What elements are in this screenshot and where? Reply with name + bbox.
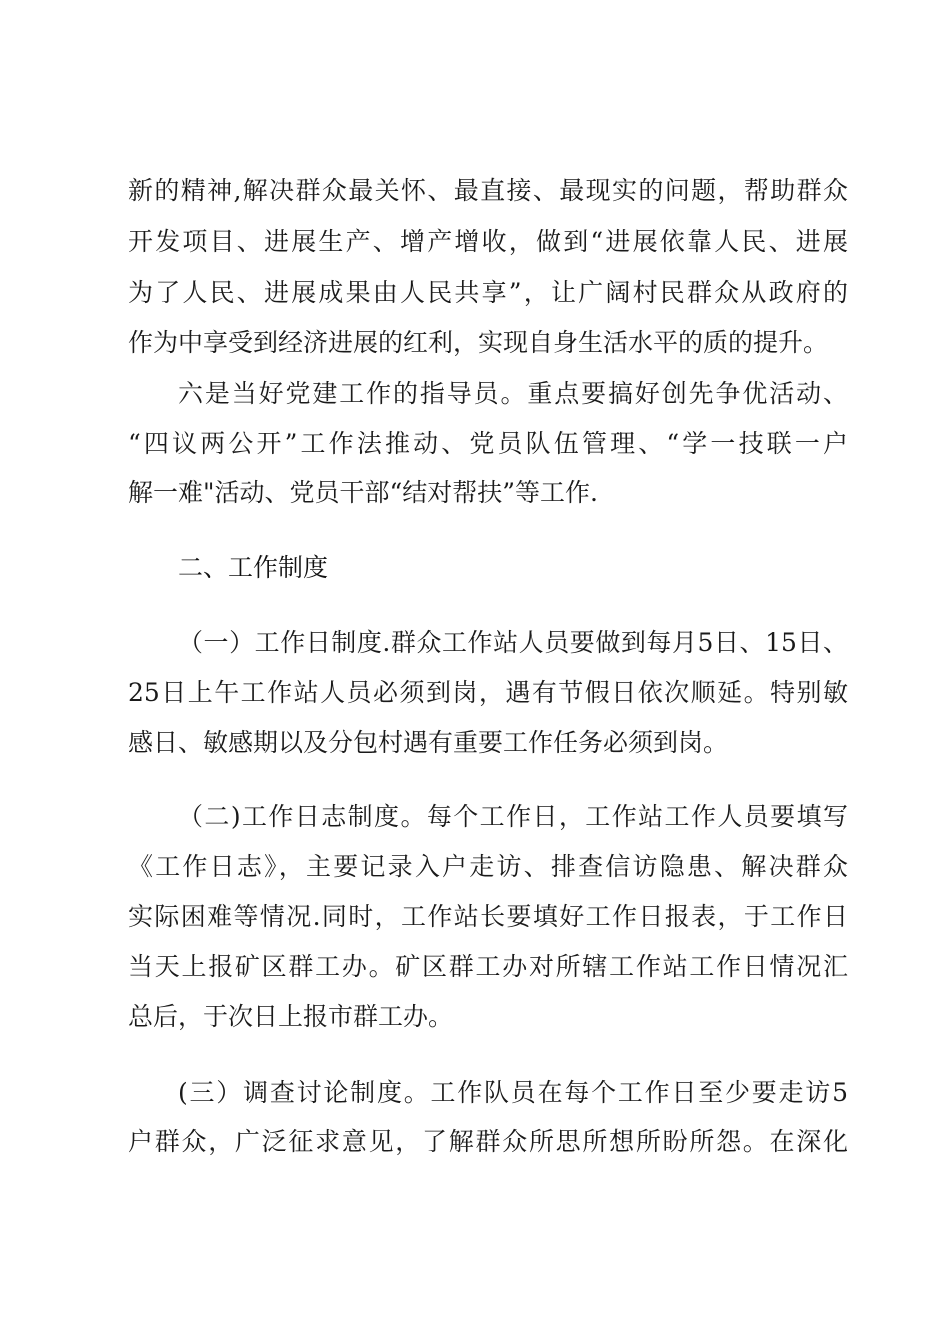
body-text-line: 解一难"活动、党员干部“结对帮扶”等工作. — [128, 478, 599, 507]
body-text-line: 作为中享受到经济进展的红利，实现自身生活水平的质的提升。 — [128, 328, 829, 357]
body-text-line: 户群众，广泛征求意见，了解群众所思所想所盼所怨。在深化 — [128, 1127, 848, 1156]
body-text-line: 六是当好党建工作的指导员。重点要搞好创先争优活动、 — [178, 379, 848, 408]
body-text-line: 《工作日志》，主要记录入户走访、排查信访隐患、解决群众 — [128, 852, 848, 881]
body-text-line: 当天上报矿区群工办。矿区群工办对所辖工作站工作日情况汇 — [128, 952, 848, 981]
body-text-line: 感日、敏感期以及分包村遇有重要工作任务必须到岗。 — [128, 728, 729, 757]
body-text-line: 25日上午工作站人员必须到岗，遇有节假日依次顺延。特别敏 — [128, 678, 848, 707]
body-text-line: 为了人民、进展成果由人民共享”，让广阔村民群众从政府的 — [128, 278, 848, 307]
body-text-line: “四议两公开”工作法推动、党员队伍管理、“学一技联一户 — [128, 429, 848, 458]
body-text-line: 新的精神,解决群众最关怀、最直接、最现实的问题，帮助群众 — [128, 176, 848, 205]
body-text-line: (三）调查讨论制度。工作队员在每个工作日至少要走访5 — [178, 1078, 848, 1107]
body-text-line: 实际困难等情况.同时，工作站长要填好工作日报表，于工作日 — [128, 902, 848, 931]
body-text-line: （二)工作日志制度。每个工作日，工作站工作人员要填写 — [178, 802, 848, 831]
body-text-line: 总后，于次日上报市群工办。 — [128, 1002, 454, 1031]
section-heading: 二、工作制度 — [178, 553, 329, 582]
body-text-line: （一）工作日制度.群众工作站人员要做到每月5日、15日、 — [178, 628, 848, 657]
body-text-line: 开发项目、进展生产、增产增收，做到“进展依靠人民、进展 — [128, 227, 848, 256]
